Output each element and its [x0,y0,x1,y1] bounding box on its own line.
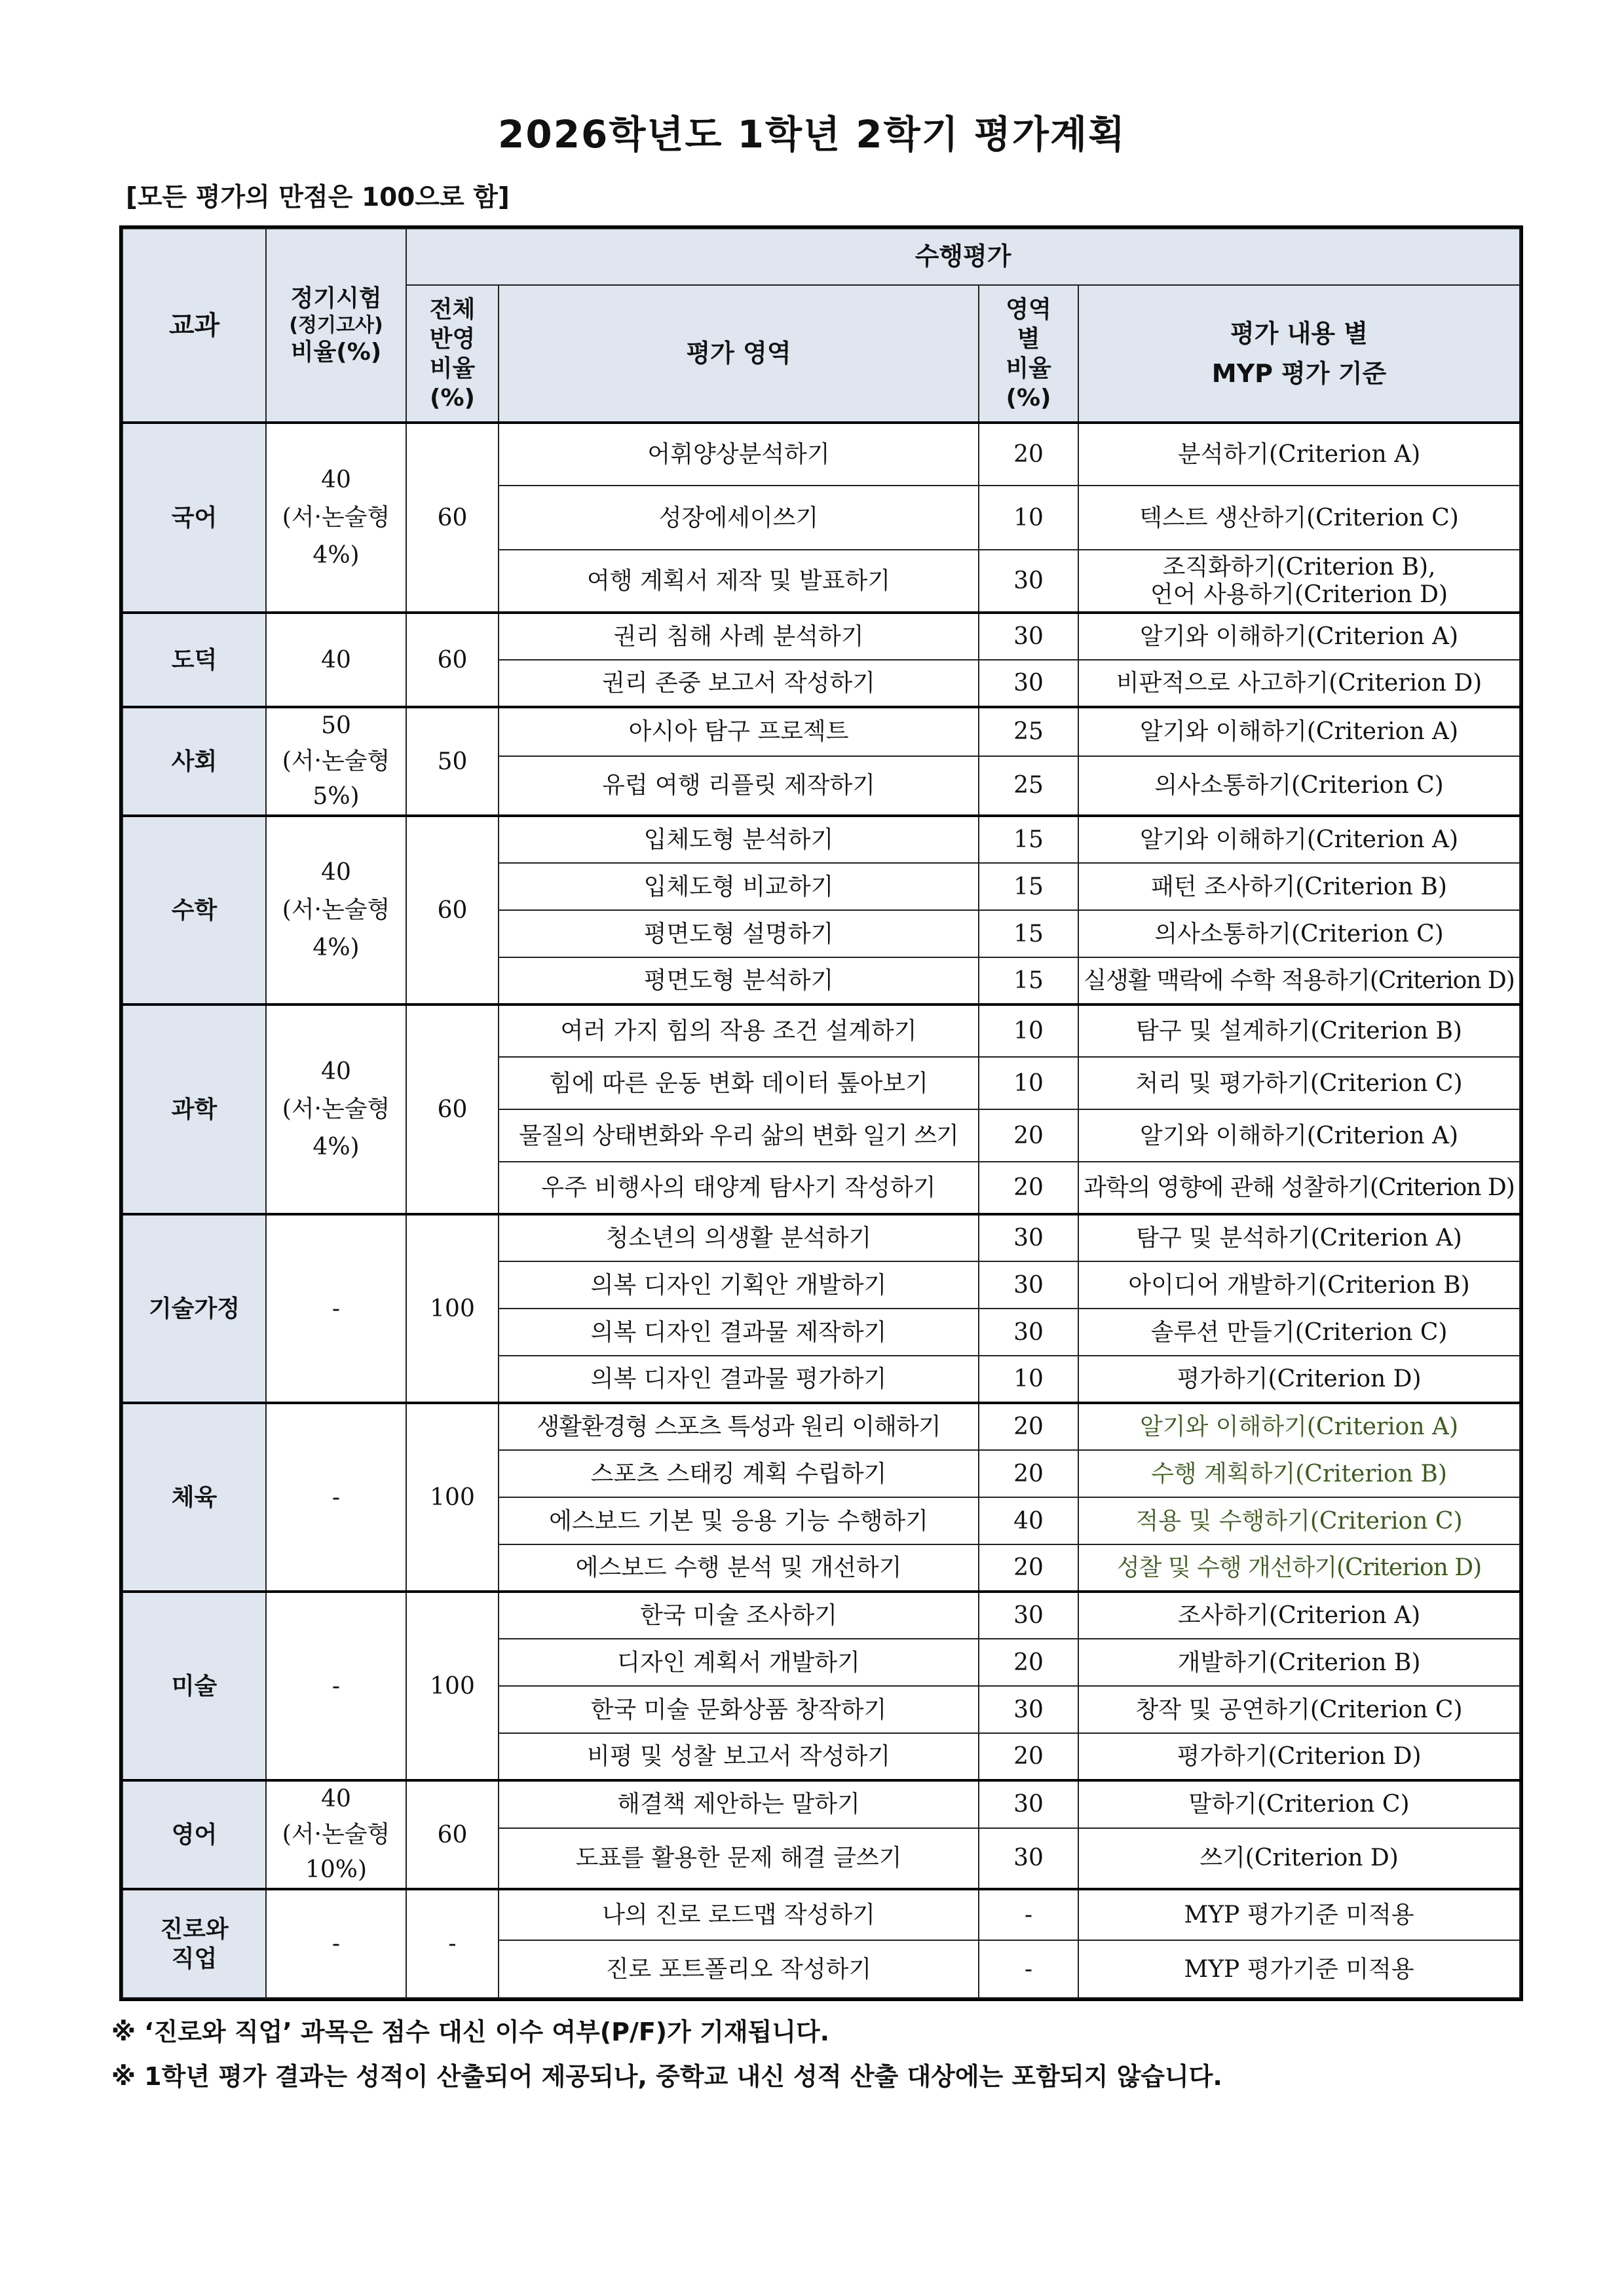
exam-value: 50 [321,712,351,739]
total-ratio: 50 [406,707,499,816]
criterion-cell: 솔루션 만들기(Criterion C) [1078,1309,1520,1356]
header-area-ratio-line4: (%) [1006,384,1051,411]
criterion-cell: 창작 및 공연하기(Criterion C) [1078,1686,1520,1733]
area-cell: 여행 계획서 제작 및 발표하기 [499,550,979,613]
table-row [123,1214,1520,1261]
area-cell: 입체도형 비교하기 [499,863,979,910]
area-cell: 입체도형 분석하기 [499,816,979,863]
header-subject: 교과 [123,229,266,423]
area-cell: 나의 진로 로드맵 작성하기 [499,1889,979,1940]
exam-note: (서·논술형 [282,1821,390,1848]
criterion-cell: MYP 평가기준 미적용 [1078,1940,1520,1998]
area-ratio-cell: 30 [979,550,1078,613]
total-ratio: 60 [406,816,499,1004]
area-cell: 해결책 제안하는 말하기 [499,1780,979,1828]
exam-note: 4%) [312,934,360,961]
header-total-line1: 전체 [429,296,476,323]
header-area-ratio-line2: 별 [1017,325,1040,353]
area-ratio-cell: 40 [979,1497,1078,1544]
exam-value: 40 [321,1058,351,1085]
area-ratio-cell: - [979,1940,1078,1998]
area-cell: 힘에 따른 운동 변화 데이터 톺아보기 [499,1057,979,1109]
table-row [123,707,1520,756]
criterion-cell: MYP 평가기준 미적용 [1078,1889,1520,1940]
table-row [123,816,1520,863]
area-ratio-cell: 15 [979,863,1078,910]
criterion-cell: 비판적으로 사고하기(Criterion D) [1078,660,1520,707]
footnote: ※ ‘진로와 직업’ 과목은 점수 대신 이수 여부(P/F)가 기재됩니다. [111,2018,830,2046]
area-ratio-cell: 30 [979,1686,1078,1733]
header-criteria [1078,285,1520,423]
header-area-ratio-line1: 영역 [1006,296,1051,323]
exam-ratio [266,707,406,816]
header-exam-ratio [266,229,406,423]
table-row [123,423,1520,486]
area-cell: 아시아 탐구 프로젝트 [499,707,979,756]
criterion-cell: 알기와 이해하기(Criterion A) [1078,613,1520,660]
criterion-cell: 의사소통하기(Criterion C) [1078,910,1520,957]
area-ratio-cell: 15 [979,957,1078,1004]
header-performance: 수행평가 [406,229,1520,285]
footnotes [111,2012,1222,2101]
exam-value: 40 [321,466,351,493]
area-ratio-cell: 15 [979,816,1078,863]
area-cell: 권리 침해 사례 분석하기 [499,613,979,660]
table-row [123,613,1520,660]
exam-note: (서·논술형 [282,504,390,531]
area-ratio-cell: 10 [979,1057,1078,1109]
area-cell: 디자인 계획서 개발하기 [499,1639,979,1686]
area-ratio-cell: 20 [979,1733,1078,1780]
subject-name: 미술 [123,1592,266,1780]
exam-ratio: 40 [266,613,406,707]
area-cell: 의복 디자인 기획안 개발하기 [499,1261,979,1309]
area-ratio-cell: 30 [979,660,1078,707]
criterion-cell: 알기와 이해하기(Criterion A) [1078,707,1520,756]
header-exam-line1: 정기시험 [290,284,382,312]
area-cell: 여러 가지 힘의 작용 조건 설계하기 [499,1004,979,1057]
exam-note: (서·논술형 [282,1096,390,1123]
header-area-ratio-line3: 비율 [1006,354,1051,382]
subject-name: 체육 [123,1403,266,1592]
table-row [123,1004,1520,1057]
total-ratio: 100 [406,1214,499,1403]
area-cell: 한국 미술 조사하기 [499,1592,979,1639]
exam-value: 40 [321,1786,351,1812]
area-cell: 한국 미술 문화상품 창작하기 [499,1686,979,1733]
area-cell: 의복 디자인 결과물 제작하기 [499,1309,979,1356]
area-cell: 권리 존중 보고서 작성하기 [499,660,979,707]
area-ratio-cell: 25 [979,707,1078,756]
subject-name: 국어 [123,423,266,613]
criterion-cell [1078,550,1520,613]
exam-ratio [266,816,406,1004]
area-cell: 유럽 여행 리플릿 제작하기 [499,756,979,816]
criterion-line: 언어 사용하기(Criterion D) [1150,581,1448,608]
subject-name-line2: 직업 [171,1945,217,1972]
header-total-line3: 비율 [429,354,476,382]
area-cell: 성장에세이쓰기 [499,486,979,550]
subject-name: 사회 [123,707,266,816]
exam-ratio: - [266,1889,406,1998]
area-ratio-cell: 10 [979,1356,1078,1403]
area-ratio-cell: 15 [979,910,1078,957]
area-ratio-cell: 30 [979,1309,1078,1356]
exam-note: 10%) [305,1856,368,1883]
area-ratio-cell: 30 [979,613,1078,660]
subject-name [123,1889,266,1998]
area-ratio-cell: 30 [979,1592,1078,1639]
area-ratio-cell: 25 [979,756,1078,816]
total-ratio: 60 [406,1780,499,1889]
criterion-cell: 알기와 이해하기(Criterion A) [1078,816,1520,863]
exam-note: 4%) [312,541,360,569]
criterion-cell: 평가하기(Criterion D) [1078,1733,1520,1780]
exam-ratio: - [266,1214,406,1403]
criterion-cell: 아이디어 개발하기(Criterion B) [1078,1261,1520,1309]
exam-ratio [266,1780,406,1889]
criterion-cell: 의사소통하기(Criterion C) [1078,756,1520,816]
exam-ratio [266,1004,406,1214]
table-row [123,1780,1520,1828]
total-ratio: 60 [406,1004,499,1214]
exam-ratio: - [266,1592,406,1780]
area-ratio-cell: 20 [979,423,1078,486]
evaluation-plan-table [122,228,1520,1999]
area-ratio-cell: 20 [979,1450,1078,1497]
criterion-cell: 과학의 영향에 관해 성찰하기(Criterion D) [1078,1162,1520,1214]
exam-ratio [266,423,406,613]
page-title: 2026학년도 1학년 2학기 평가계획 [497,112,1127,157]
table-row [123,1592,1520,1639]
area-cell: 진로 포트폴리오 작성하기 [499,1940,979,1998]
criterion-cell: 성찰 및 수행 개선하기(Criterion D) [1078,1544,1520,1592]
area-cell: 의복 디자인 결과물 평가하기 [499,1356,979,1403]
subject-name: 과학 [123,1004,266,1214]
exam-note: (서·논술형 [282,896,390,924]
page-subtitle: [모든 평가의 만점은 100으로 함] [126,183,510,212]
area-cell: 비평 및 성찰 보고서 작성하기 [499,1733,979,1780]
header-total-line4: (%) [430,384,475,411]
criterion-cell: 수행 계획하기(Criterion B) [1078,1450,1520,1497]
criterion-cell: 알기와 이해하기(Criterion A) [1078,1403,1520,1450]
criterion-cell: 실생활 맥락에 수학 적용하기(Criterion D) [1078,957,1520,1004]
header-area-ratio [979,285,1078,423]
criterion-cell: 조사하기(Criterion A) [1078,1592,1520,1639]
criterion-cell: 탐구 및 분석하기(Criterion A) [1078,1214,1520,1261]
criterion-cell: 패턴 조사하기(Criterion B) [1078,863,1520,910]
area-cell: 생활환경형 스포츠 특성과 원리 이해하기 [499,1403,979,1450]
area-cell: 에스보드 기본 및 응용 기능 수행하기 [499,1497,979,1544]
area-cell: 청소년의 의생활 분석하기 [499,1214,979,1261]
criterion-cell: 적용 및 수행하기(Criterion C) [1078,1497,1520,1544]
total-ratio: 100 [406,1592,499,1780]
total-ratio: 60 [406,613,499,707]
area-ratio-cell: - [979,1889,1078,1940]
table-row [123,1403,1520,1450]
header-total-ratio [406,285,499,423]
area-cell: 평면도형 분석하기 [499,957,979,1004]
area-ratio-cell: 30 [979,1828,1078,1889]
criterion-cell: 말하기(Criterion C) [1078,1780,1520,1828]
area-ratio-cell: 30 [979,1214,1078,1261]
area-ratio-cell: 10 [979,1004,1078,1057]
header-exam-line3: 비율(%) [290,339,382,366]
area-ratio-cell: 20 [979,1544,1078,1592]
exam-value: 40 [321,858,351,886]
area-ratio-cell: 10 [979,486,1078,550]
criterion-cell: 개발하기(Criterion B) [1078,1639,1520,1686]
area-ratio-cell: 20 [979,1403,1078,1450]
area-cell: 우주 비행사의 태양계 탐사기 작성하기 [499,1162,979,1214]
subject-name-line1: 진로와 [160,1915,229,1943]
area-cell: 평면도형 설명하기 [499,910,979,957]
area-ratio-cell: 20 [979,1639,1078,1686]
area-ratio-cell: 20 [979,1162,1078,1214]
criterion-cell: 분석하기(Criterion A) [1078,423,1520,486]
criterion-cell: 텍스트 생산하기(Criterion C) [1078,486,1520,550]
area-ratio-cell: 30 [979,1780,1078,1828]
area-cell: 물질의 상태변화와 우리 삶의 변화 일기 쓰기 [499,1109,979,1162]
header-total-line2: 반영 [429,325,476,353]
subject-name: 기술가정 [123,1214,266,1403]
criterion-line: 조직화하기(Criterion B), [1162,554,1436,581]
total-ratio: - [406,1889,499,1998]
subject-name: 수학 [123,816,266,1004]
area-cell: 도표를 활용한 문제 해결 글쓰기 [499,1828,979,1889]
exam-note: (서·논술형 [282,748,390,775]
header-area: 평가 영역 [499,285,979,423]
header-exam-line2: (정기고사) [289,313,383,337]
subject-name: 도덕 [123,613,266,707]
area-cell: 에스보드 수행 분석 및 개선하기 [499,1544,979,1592]
footnote: ※ 1학년 평가 결과는 성적이 산출되어 제공되나, 중학교 내신 성적 산출 대상에는 포함되지 않습니다. [111,2062,1222,2091]
exam-ratio: - [266,1403,406,1592]
area-cell: 어휘양상분석하기 [499,423,979,486]
table-row [123,1889,1520,1940]
header-criteria-line1: 평가 내용 별 [1230,318,1369,348]
total-ratio: 100 [406,1403,499,1592]
total-ratio: 60 [406,423,499,613]
subject-name: 영어 [123,1780,266,1889]
header-criteria-line2: MYP 평가 기준 [1211,358,1387,388]
area-cell: 스포츠 스태킹 계획 수립하기 [499,1450,979,1497]
criterion-cell: 알기와 이해하기(Criterion A) [1078,1109,1520,1162]
criterion-cell: 처리 및 평가하기(Criterion C) [1078,1057,1520,1109]
exam-note: 5%) [312,783,360,810]
area-ratio-cell: 20 [979,1109,1078,1162]
criterion-cell: 탐구 및 설계하기(Criterion B) [1078,1004,1520,1057]
exam-note: 4%) [312,1133,360,1160]
criterion-cell: 쓰기(Criterion D) [1078,1828,1520,1889]
area-ratio-cell: 30 [979,1261,1078,1309]
criterion-cell: 평가하기(Criterion D) [1078,1356,1520,1403]
